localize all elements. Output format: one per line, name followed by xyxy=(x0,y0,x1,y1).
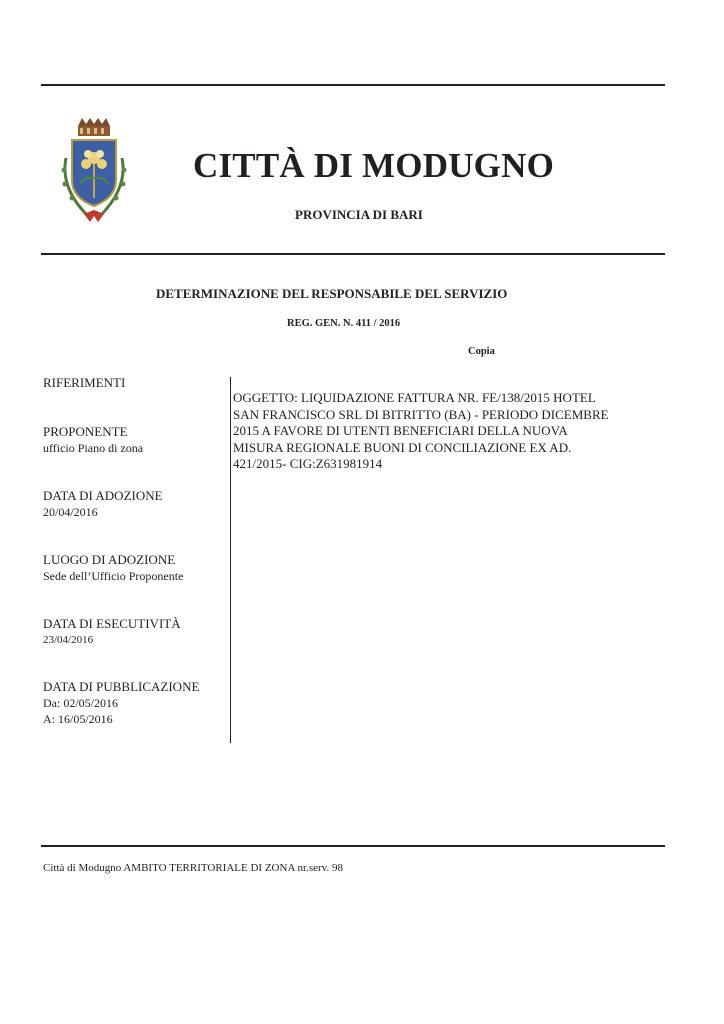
oggetto-line: 2015 A FAVORE DI UTENTI BENEFICIARI DELLA NUOVA xyxy=(233,423,568,438)
data-pubblicazione-label: DATA DI PUBBLICAZIONE xyxy=(43,679,200,694)
document-heading: DETERMINAZIONE DEL RESPONSABILE DEL SERVIZIO xyxy=(156,286,508,301)
oggetto-line: SAN FRANCISCO SRL DI BITRITTO (BA) - PERIODO DICEMBRE xyxy=(233,406,609,422)
data-adozione-label: DATA DI ADOZIONE xyxy=(43,488,163,503)
pubblicazione-da: Da: 02/05/2016 xyxy=(43,696,118,710)
data-esecutivita-value: 23/04/2016 xyxy=(43,634,94,646)
coat-of-arms-icon xyxy=(58,118,130,224)
oggetto-line: OGGETTO: LIQUIDAZIONE FATTURA NR. FE/138/2015 HOTEL xyxy=(233,390,596,405)
province-label: PROVINCIA DI BARI xyxy=(295,207,423,222)
copy-label: Copia xyxy=(468,346,495,357)
footer-text: Città di Modugno AMBITO TERRITORIALE DI ZONA nr.serv. 98 xyxy=(43,862,343,874)
data-adozione-value: 20/04/2016 xyxy=(43,505,98,519)
oggetto-line: MISURA REGIONALE BUONI DI CONCILIAZIONE EX AD. xyxy=(233,439,572,455)
header-rule xyxy=(41,253,665,255)
riferimenti-label: RIFERIMENTI xyxy=(43,375,126,390)
oggetto-text xyxy=(233,390,633,473)
registration-number: REG. GEN. N. 411 / 2016 xyxy=(287,318,401,329)
page-title: CITTÀ DI MODUGNO xyxy=(193,146,554,185)
oggetto-line: 421/2015- CIG:Z631981914 xyxy=(233,456,383,471)
luogo-adozione-label: LUOGO DI ADOZIONE xyxy=(43,552,176,567)
proponente-label: PROPONENTE xyxy=(43,424,128,439)
top-rule xyxy=(41,84,665,86)
footer-rule xyxy=(41,845,665,847)
luogo-adozione-value: Sede dell’Ufficio Proponente xyxy=(43,569,184,583)
proponente-value: ufficio Piano di zona xyxy=(43,441,144,455)
pubblicazione-a: A: 16/05/2016 xyxy=(43,712,113,726)
column-divider xyxy=(230,377,231,743)
data-esecutivita-label: DATA DI ESECUTIVITÀ xyxy=(43,616,181,631)
